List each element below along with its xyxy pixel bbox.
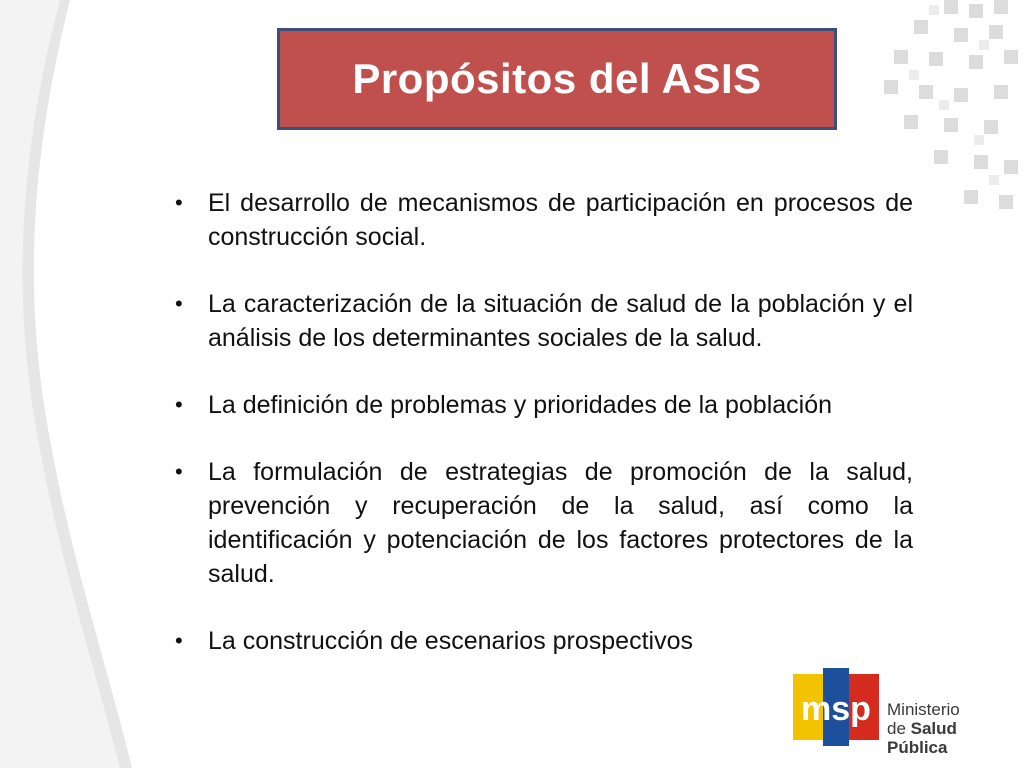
bullet-icon: • [175, 392, 183, 417]
logo-line2-bold: Salud Pública [887, 719, 957, 757]
bullet-text: La formulación de estrategias de promoción de la salud, prevención y recuperación de la salud, así como la identificación y potenciación de los factores protectores de la salud. [208, 458, 913, 588]
slide-title: Propósitos del ASIS [352, 55, 762, 102]
logo-line1: Ministerio [887, 700, 960, 719]
bullet-text: La definición de problemas y prioridades de la población [208, 391, 833, 419]
bullet-item [175, 388, 913, 422]
bullet-item [175, 186, 913, 254]
bullet-item [175, 624, 913, 658]
bullet-text: La caracterización de la situación de salud de la población y el análisis de los determinantes sociales de la salud. [208, 290, 913, 352]
bullet-icon: • [175, 291, 183, 316]
logo-line2-prefix: de [887, 719, 911, 738]
logo-wordmark [887, 700, 1013, 757]
bullet-item [175, 455, 913, 591]
bullet-item [175, 287, 913, 355]
bullet-text: La construcción de escenarios prospectivos [208, 627, 693, 655]
title-box [277, 28, 837, 130]
msp-logo-icon [793, 668, 879, 746]
bullet-icon: • [175, 459, 183, 484]
ministerio-logo [793, 668, 1013, 757]
bullet-icon: • [175, 628, 183, 653]
bullet-list [175, 186, 913, 658]
logo-mark-text: msp [801, 690, 871, 728]
bullet-icon: • [175, 190, 183, 215]
bullet-text: El desarrollo de mecanismos de participación en procesos de construcción social. [208, 189, 913, 251]
left-swoosh-decoration [0, 0, 160, 768]
logo-line2 [887, 719, 1013, 757]
